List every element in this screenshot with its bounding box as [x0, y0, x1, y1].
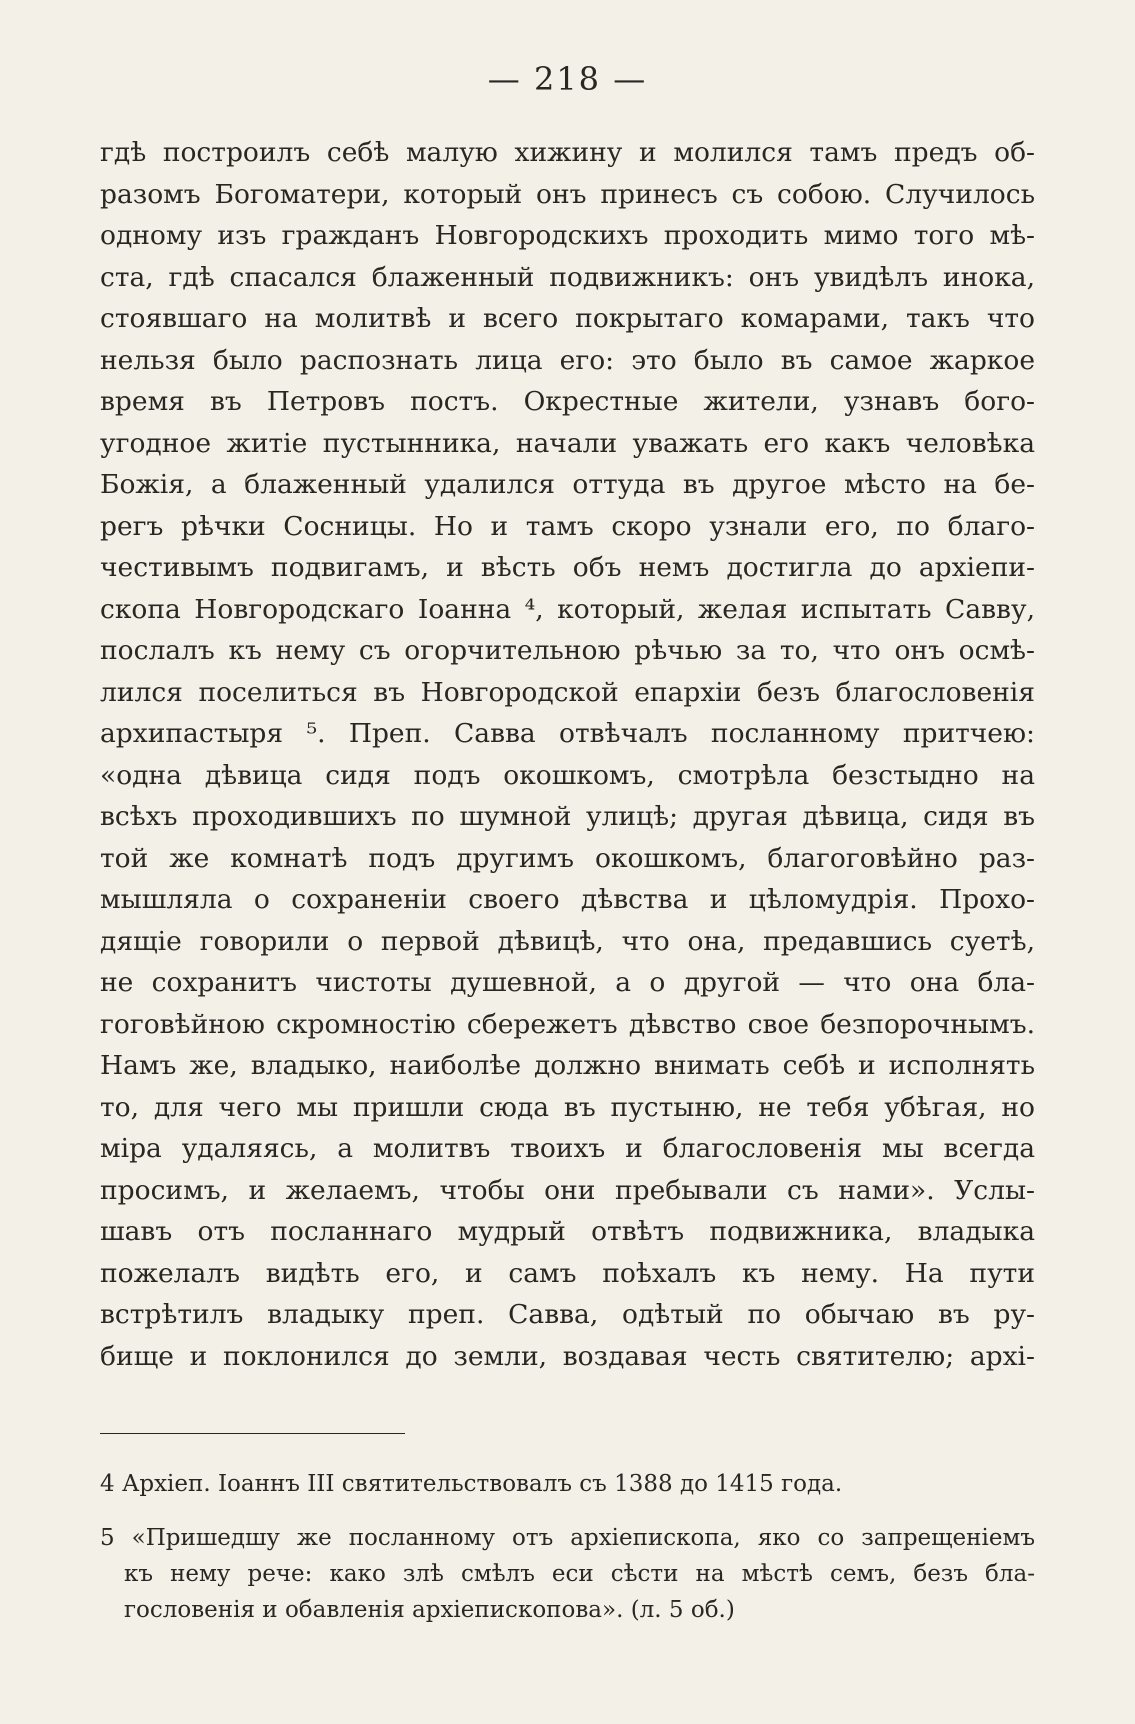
- body-line: не сохранитъ чистоты душевной, а о другой — что она бла-: [100, 967, 1035, 998]
- footnote-gap: [100, 1502, 1035, 1520]
- body-line: «одна дѣвица сидя подъ окошкомъ, смотрѣла безстыдно на: [100, 759, 1035, 791]
- body-line: разомъ Богоматери, который онъ принесъ съ собою. Случилось: [100, 178, 1035, 210]
- body-line: гоговѣйною скромностію сбережетъ дѣвство свое безпорочнымъ.: [100, 1008, 1035, 1040]
- body-line: одному изъ гражданъ Новгородскихъ проходить мимо того мѣ-: [100, 220, 1035, 251]
- body-line: то, для чего мы пришли сюда въ пустыню, не тебя убѣгая, но: [100, 1091, 1035, 1123]
- body-line: скопа Новгородскаго Іоанна ⁴, который, желая испытать Савву,: [100, 593, 1035, 625]
- body-line: угодное житіе пустынника, начали уважать его какъ человѣка: [100, 427, 1035, 459]
- body-line: честивымъ подвигамъ, и вѣсть объ немъ достигла до архіепи-: [100, 552, 1035, 583]
- footnote-divider: [100, 1433, 405, 1434]
- body-line: міра удаляясь, а молитвъ твоихъ и благословенія мы всегда: [100, 1133, 1035, 1164]
- body-line: ста, гдѣ спасался блаженный подвижникъ: онъ увидѣлъ инока,: [100, 261, 1035, 293]
- footnotes: [100, 1466, 1035, 1628]
- body-line: гдѣ построилъ себѣ малую хижину и молился тамъ предъ об-: [100, 137, 1035, 168]
- body-line: Божія, а блаженный удалился оттуда въ другое мѣсто на бе-: [100, 469, 1035, 500]
- body-line: Намъ же, владыко, наиболѣе должно внимать себѣ и исполнять: [100, 1050, 1035, 1081]
- page-number: — 218 —: [487, 60, 648, 98]
- body-line: время въ Петровъ постъ. Окрестные жители, узнавъ бого-: [100, 386, 1035, 417]
- body-line: всѣхъ проходившихъ по шумной улицѣ; другая дѣвица, сидя въ: [100, 801, 1035, 832]
- body-line: шавъ отъ посланнаго мудрый отвѣтъ подвижника, владыка: [100, 1216, 1035, 1247]
- body-line: послалъ къ нему съ огорчительною рѣчью за то, что онъ осмѣ-: [100, 635, 1035, 666]
- body-line: дящіе говорили о первой дѣвицѣ, что она, предавшись суетѣ,: [100, 925, 1035, 957]
- footnote-line: 5 «Пришедшу же посланному отъ архіепископа, яко со запрещеніемъ: [100, 1525, 1035, 1551]
- body-line: бище и поклонился до земли, воздавая честь святителю; архі-: [100, 1340, 1035, 1372]
- body-line: той же комнатѣ подъ другимъ окошкомъ, благоговѣйно раз-: [100, 842, 1035, 874]
- body-line: лился поселиться въ Новгородской епархіи безъ благословенія: [100, 676, 1035, 708]
- body-line: просимъ, и желаемъ, чтобы они пребывали съ нами». Услы-: [100, 1174, 1035, 1206]
- body-line: мышляла о сохраненіи своего дѣвства и цѣломудрія. Прохо-: [100, 884, 1035, 915]
- footnote-line: къ нему рече: како злѣ смѣлъ еси сѣсти на мѣстѣ семъ, безъ бла-: [124, 1561, 1035, 1587]
- body-line: пожелалъ видѣть его, и самъ поѣхалъ къ нему. На пути: [100, 1257, 1035, 1289]
- body-line: регъ рѣчки Сосницы. Но и тамъ скоро узнали его, по благо-: [100, 510, 1035, 542]
- body-line: нельзя было распознать лица его: это было въ самое жаркое: [100, 344, 1035, 376]
- footnote-line: 4 Архіеп. Іоаннъ III святительствовалъ съ 1388 до 1415 года.: [100, 1471, 843, 1497]
- body-line: архипастыря ⁵. Преп. Савва отвѣчалъ посланному притчею:: [100, 718, 1035, 749]
- body-line: стоявшаго на молитвѣ и всего покрытаго комарами, такъ что: [100, 303, 1035, 334]
- body-line: встрѣтилъ владыку преп. Савва, одѣтый по обычаю въ ру-: [100, 1299, 1035, 1330]
- footnote: [100, 1466, 1035, 1502]
- body-text: [100, 132, 1035, 1377]
- footnote: [100, 1520, 1035, 1628]
- footnote-line: гословенія и обавленія архіепископова». (л. 5 об.): [124, 1597, 735, 1623]
